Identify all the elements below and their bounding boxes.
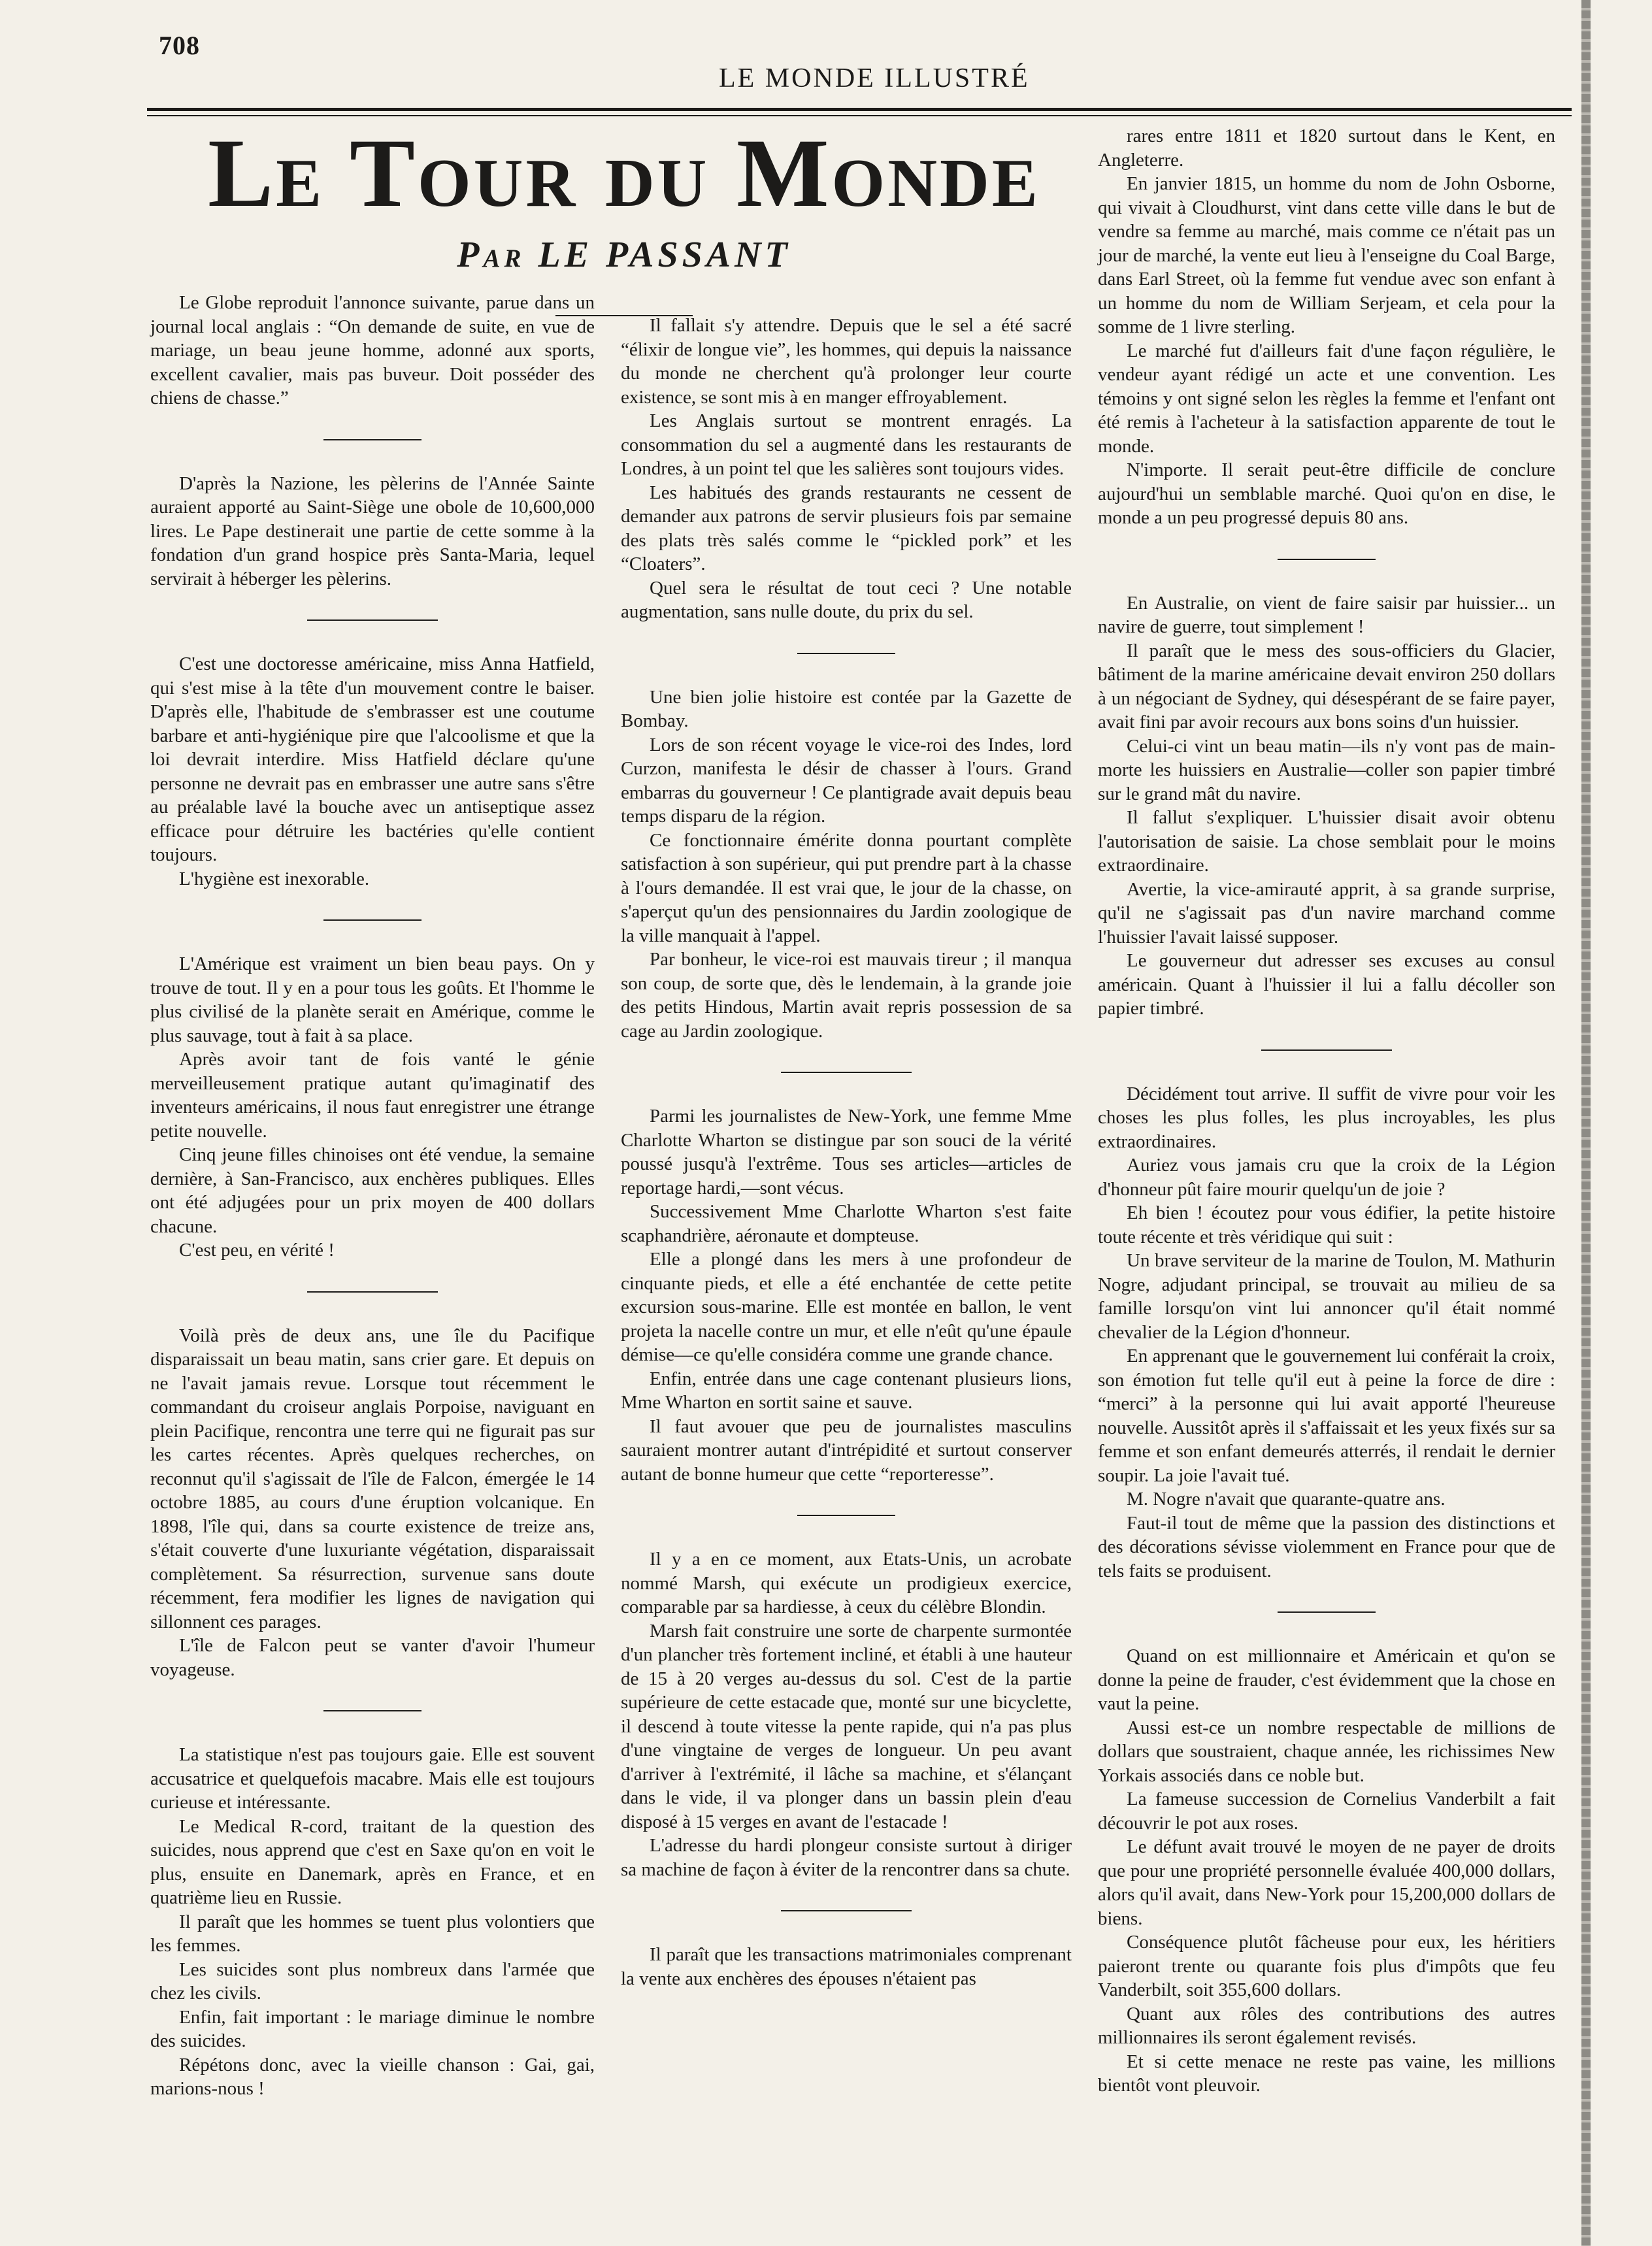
article-paragraph: Cinq jeune filles chinoises ont été vendue, la semaine dernière, à San-Francisco, aux enchères publiques. Elles ont été adjugées pour un prix moyen de 400 dollars chacune. [150,1144,595,1237]
article-paragraph: N'importe. Il serait peut-être difficile de conclure aujourd'hui un semblable marché. Quoi qu'on en dise, le monde a un peu progressé depuis 80 ans. [1098,459,1555,528]
article-paragraph: Lors de son récent voyage le vice-roi des Indes, lord Curzon, manifesta le désir de chasser à l'ours. Grand embarras du gouverneur ! Ce plantigrade avait depuis beau temps disparu de la région. [621,734,1072,827]
article-separator [781,1072,912,1073]
article-paragraph: Eh bien ! écoutez pour vous édifier, la petite histoire toute récente et très véridique qui suit : [1098,1202,1555,1247]
article-paragraph: Ce fonctionnaire émérite donna pourtant complète satisfaction à son supérieur, qui put prendre part à la chasse à l'ours demandée. Il est vrai que, le jour de la chasse, on s'aperçut qu'un des pensionnaires du Jardin zoologique de la ville manquait à l'appel. [621,829,1072,946]
article [621,685,1072,1044]
article-paragraph: L'hygiène est inexorable. [179,868,370,889]
article-paragraph: Il fallait s'y attendre. Depuis que le sel a été sacré “élixir de longue vie”, les hommes, qui depuis la naissance du monde ne cherchent qu'à prolonger leur courte existence, se sont mis à en manger effroyablement. [621,315,1072,408]
article-separator [1278,559,1376,560]
article-paragraph: Enfin, entrée dans une cage contenant plusieurs lions, Mme Wharton en sortit saine et sauve. [621,1368,1072,1413]
article-separator [797,653,895,654]
article-paragraph: C'est une doctoresse américaine, miss Anna Hatfield, qui s'est mise à la tête d'un mouvement contre le baiser. D'après elle, l'habitude de s'embrasser est une coutume barbare et anti-hygiénique pire que l'alcoolisme et que la loi devrait interdire. Miss Hatfield déclare qu'une personne ne devrait pas en embrasser une autre sans s'être au préalable lavé la bouche avec un antiseptique assez efficace pour détruire les bactéries qu'elle contient toujours. [150,653,595,865]
article-separator [1278,1611,1376,1613]
running-head: LE MONDE ILLUSTRÉ [719,63,1030,93]
article-separator [323,1710,421,1711]
article-paragraph: Celui-ci vint un beau matin—ils n'y vont pas de main-morte les huissiers en Australie—coller son papier timbré sur le grand mât du navire. [1098,735,1555,804]
article-paragraph: Un brave serviteur de la marine de Toulon, M. Mathurin Nogre, adjudant principal, se trouvait au milieu de sa famille lorsqu'on vint lui annoncer qu'il était nommé chevalier de la Légion d'honneur. [1098,1250,1555,1343]
article-paragraph: En apprenant que le gouvernement lui conférait la croix, son émotion fut telle qu'il eut à peine la force de dire : “merci” à la personne qui lui avait apporté l'heureuse nouvelle. Aussitôt après il s'affaissait et les yeux fixés sur sa femme et son enfant demeurés atterrés, il rendait le dernier soupir. La joie l'avait tué. [1098,1346,1555,1486]
article-paragraph: Une bien jolie histoire est contée par la Gazette de Bombay. [621,686,1072,731]
article-paragraph: Le marché fut d'ailleurs fait d'une façon régulière, le vendeur ayant rédigé un acte et une convention. Les témoins y ont signé selon les règles la femme et l'enfant ont été remis à l'acheteur à la satisfaction apparente de tout le monde. [1098,340,1555,457]
article-paragraph: Auriez vous jamais cru que la croix de la Légion d'honneur pût faire mourir quelqu'un de joie ? [1098,1155,1555,1200]
article-paragraph: Le Medical R-cord, traitant de la question des suicides, nous apprend que c'est en Saxe qu'on en voit le plus, ensuite en Danemark, après en France, et en quatrième lieu en Russie. [150,1815,595,1908]
article-paragraph: Voilà près de deux ans, une île du Pacifique disparaissait un beau matin, sans crier gare. Et depuis on ne l'avait jamais revue. Lorsque tout récemment le commandant du croiseur anglais Porpoise, naviguant en plein Pacifique, rencontra une terre qui ne figurait pas sur les cartes récentes. Après quelques recherches, on reconnut qu'il s'agissait de l'île de Falcon, émergée le 14 octobre 1885, au cours d'une éruption volcanique. En 1898, l'île qui, dans sa courte existence de treize ans, s'était couverte d'une luxuriante végétation, disparaissait complètement. Sa résurrection, survenue sans doute récemment, fera modifier les lignes de navigation qui sillonnent ces parages. [150,1325,595,1632]
article-paragraph: Après avoir tant de fois vanté le génie merveilleusement pratique autant qu'imaginatif des inventeurs américains, il nous faut enregistrer une étrange petite nouvelle. [150,1049,595,1142]
article [150,952,595,1263]
article-paragraph: Aussi est-ce un nombre respectable de millions de dollars que soustraient, chaque année, les richissimes New Yorkais associés dans ce noble but. [1098,1717,1555,1786]
article-separator [1261,1049,1392,1051]
column-2 [621,314,1072,1990]
article-separator [307,1291,438,1293]
article-separator [307,619,438,621]
article [621,1547,1072,1881]
article-paragraph: Elle a plongé dans les mers à une profondeur de cinquante pieds, et elle a été enchantée de cette petite excursion sous-marine. Elle est montée en ballon, le vent projeta la nacelle contre un mur, et elle n'eût qu'une épaule démise—ce qu'elle considéra comme une grande chance. [621,1249,1072,1365]
article-paragraph: Il y a en ce moment, aux Etats-Unis, un acrobate nommé Marsh, qui exécute un prodigieux exercice, comparable par sa hardiesse, à ceux du célèbre Blondin. [621,1549,1072,1617]
article-paragraph: rares entre 1811 et 1820 surtout dans le Kent, en Angleterre. [1098,125,1555,171]
article-paragraph: Il paraît que les hommes se tuent plus volontiers que les femmes. [150,1911,595,1956]
article-separator [781,1910,912,1911]
article-paragraph: Marsh fait construire une sorte de charpente surmontée d'un plancher très fortement incliné, et établi à une hauteur de 15 à 20 verges au-dessus du sol. C'est de la partie supérieure de cette estacade que, monté sur une bicyclette, il descend à toute vitesse la pente rapide, qui n'a pas plus d'une vingtaine de verges de longueur. Un peu avant d'arriver à l'extrémité, il lâche sa machine, et s'élançant dans le vide, il va plonger dans un bassin plein d'eau disposé à 15 verges en avant de l'estacade ! [621,1620,1072,1832]
article-paragraph: Quel sera le résultat de tout ceci ? Une notable augmentation, sans nulle doute, du prix du sel. [621,577,1072,622]
article-paragraph: Parmi les journalistes de New-York, une femme Mme Charlotte Wharton se distingue par son souci de la vérité poussé jusqu'à l'extrême. Tous ses articles—articles de reportage hardi,—sont vécus. [621,1106,1072,1198]
article-paragraph: Décidément tout arrive. Il suffit de vivre pour voir les choses les plus folles, les plus incroyables, les plus extraordinaires. [1098,1083,1555,1152]
article-paragraph: L'île de Falcon peut se vanter d'avoir l'humeur voyageuse. [150,1635,595,1680]
byline: Par LE PASSANT [457,235,791,275]
article [1098,124,1555,530]
article-paragraph: Il paraît que le mess des sous-officiers du Glacier, bâtiment de la marine américaine devait environ 250 dollars à un négociant de Sydney, qui désespérant de se faire payer, avait fini par avoir recours aux bons soins d'un huissier. [1098,640,1555,733]
article [150,1743,595,2101]
header-rule-thin [147,115,1572,116]
article-paragraph: Conséquence plutôt fâcheuse pour eux, les héritiers paieront trente ou quarante fois plus d'impôts que feu Vanderbilt, soit 355,600 dollars. [1098,1932,1555,2000]
article-paragraph: En janvier 1815, un homme du nom de John Osborne, qui vivait à Cloudhurst, vint dans cette ville dans le but de vendre sa femme au marché, mais comme ce n'était pas un jour de marché, la vente eut lieu à l'enseigne du Coal Barge, dans Earl Street, où la femme fut vendue avec son enfant à un homme du nom de William Serjeam, et cela pour la somme de 1 livre sterling. [1098,173,1555,337]
article [621,314,1072,624]
article-paragraph: Successivement Mme Charlotte Wharton s'est faite scaphandrière, aéronaute et dompteuse. [621,1201,1072,1246]
article-paragraph: Quant aux rôles des contributions des autres millionnaires ils seront également revisés. [1098,2003,1555,2048]
article-paragraph: Faut-il tout de même que la passion des distinctions et des décorations sévisse violemment en France pour que de tels faits se produisent. [1098,1512,1555,1581]
article-paragraph: D'après la Nazione, les pèlerins de l'Année Sainte auraient apporté au Saint-Siège une obole de 10,600,000 lires. Le Pape destinerait une partie de cette somme à la fondation d'un grand hospice près Santa-Maria, lequel servirait à héberger les pèlerins. [150,472,595,589]
article-paragraph: C'est peu, en vérité ! [179,1240,335,1261]
column-3 [1098,124,1555,2098]
article-paragraph: Le gouverneur dut adresser ses excuses au consul américain. Quant à l'huissier il lui a fallu décoller son papier timbré. [1098,950,1555,1019]
article-paragraph: Les Anglais surtout se montrent enragés. La consommation du sel a augmenté dans les restaurants de Londres, à un point tel que les salières sont toujours vides. [621,410,1072,479]
article [1098,1082,1555,1583]
title-block [147,119,1101,316]
article-paragraph: Il paraît que les transactions matrimoniales comprenant la vente aux enchères des épouses n'étaient pas [621,1944,1072,1989]
article [621,1943,1072,1990]
article [621,1104,1072,1486]
article-paragraph: Quand on est millionnaire et Américain et qu'on se donne la peine de frauder, c'est évidemment que la chose en vaut la peine. [1098,1645,1555,1714]
article-paragraph: Les suicides sont plus nombreux dans l'armée que chez les civils. [150,1958,595,2004]
article-paragraph: Le défunt avait trouvé le moyen de ne payer de droits que pour une propriété personnelle évaluée 400,000 dollars, alors qu'il avait, dans New-York pour 15,200,000 dollars de biens. [1098,1836,1555,1929]
article-paragraph: Les habitués des grands restaurants ne cessent de demander aux patrons de servir plusieurs fois par semaine des plats très salés comme le “pickled pork” et les “Cloaters”. [621,482,1072,574]
main-title: Le Tour du Monde [208,119,1040,227]
article [150,291,595,410]
article [1098,591,1555,1021]
header-rule [147,108,1572,111]
article-paragraph: Le Globe reproduit l'annonce suivante, parue dans un journal local anglais : “On demande de suite, en vue de mariage, un beau jeune homme, adonné aux sports, excellent cavalier, mais pas buveur. Doit posséder des chiens de chasse.” [150,292,595,408]
article-paragraph: Par bonheur, le vice-roi est mauvais tireur ; il manqua son coup, de sorte que, dès le lendemain, à la grande joie des petits Hindous, Martin avait repris possession de sa cage au Jardin zoologique. [621,949,1072,1042]
article-separator [323,919,421,921]
column-1 [150,291,595,2101]
page-number: 708 [159,31,200,60]
article-paragraph: Répétons donc, avec la vieille chanson : Gai, gai, marions-nous ! [150,2054,595,2099]
article-paragraph: En Australie, on vient de faire saisir par huissier... un navire de guerre, tout simplement ! [1098,592,1555,637]
article-separator [797,1515,895,1516]
article-paragraph: M. Nogre n'avait que quarante-quatre ans. [1127,1489,1446,1510]
article [150,1324,595,1682]
page-edge [1581,0,1591,2246]
article [1098,1644,1555,2098]
article-paragraph: L'adresse du hardi plongeur consiste surtout à diriger sa machine de façon à éviter de la rencontrer dans sa chute. [621,1835,1072,1880]
article-paragraph: Enfin, fait important : le mariage diminue le nombre des suicides. [150,2006,595,2051]
article-separator [323,439,421,440]
article-paragraph: Il faut avouer que peu de journalistes masculins sauraient montrer autant d'intrépidité et surtout conserver autant de bonne humeur que cette “reporteresse”. [621,1415,1072,1485]
article-paragraph: La fameuse succession de Cornelius Vanderbilt a fait découvrir le pot aux roses. [1098,1789,1555,1834]
article-paragraph: Avertie, la vice-amirauté apprit, à sa grande surprise, qu'il ne s'agissait pas d'un navire marchand comme l'huissier l'avait laissé supposer. [1098,878,1555,948]
article-paragraph: La statistique n'est pas toujours gaie. Elle est souvent accusatrice et quelquefois macabre. Mais elle est toujours curieuse et intéressante. [150,1744,595,1813]
article-paragraph: Il fallut s'expliquer. L'huissier disait avoir obtenu l'autorisation de saisie. La chose semblait pour le moins extraordinaire. [1098,807,1555,876]
article [150,652,595,891]
article-paragraph: L'Amérique est vraiment un bien beau pays. On y trouve de tout. Il y en a pour tous les goûts. Et l'homme le plus civilisé de la planète serait en Amérique, comme le plus sauvage, tout à fait à sa place. [150,953,595,1046]
article-paragraph: Et si cette menace ne reste pas vaine, les millions bientôt vont pleuvoir. [1098,2051,1555,2096]
article [150,472,595,591]
